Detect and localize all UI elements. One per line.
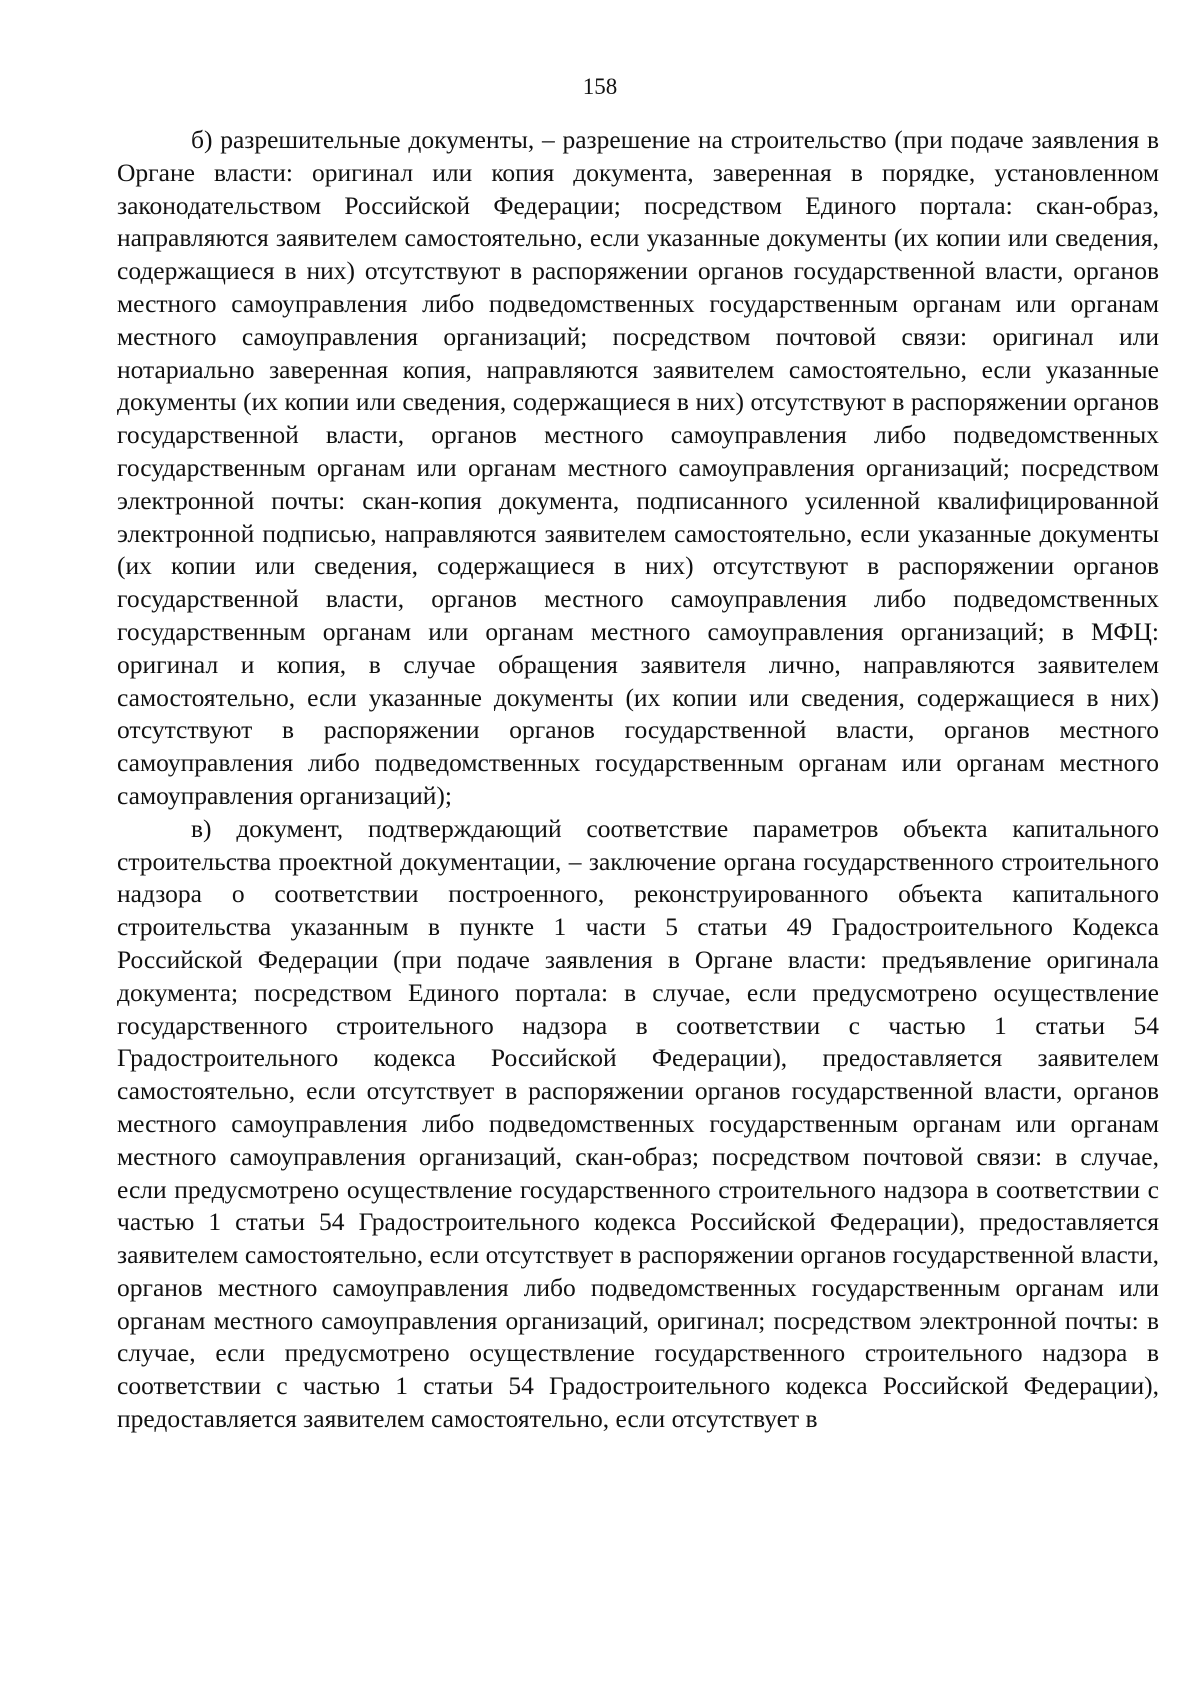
page-number: 158 (582, 74, 618, 99)
document-body (117, 124, 1159, 1436)
paragraph-permit-documents: б) разрешительные документы, – разрешение на строительство (при подаче заявления в Органе власти: оригинал или копия документа, заверенная в порядке, установленном законодательством Российской Федерации; посредством Единого портала: скан-образ, направляются заявителем самостоятельно, если указанные документы (их копии или сведения, содержащиеся в них) отсутствуют в распоряжении органов государственной власти, органов местного самоуправления либо подведомственных государственным органам или органам местного самоуправления организаций; посредством почтовой связи: оригинал или нотариально заверенная копия, направляются заявителем самостоятельно, если указанные документы (их копии или сведения, содержащиеся в них) отсутствуют в распоряжении органов государственной власти, органов местного самоуправления либо подведомственных государственным органам или органам местного самоуправления организаций; посредством электронной почты: скан-копия документа, подписанного усиленной квалифицированной электронной подписью, направляются заявителем самостоятельно, если указанные документы (их копии или сведения, содержащиеся в них) отсутствуют в распоряжении органов государственной власти, органов местного самоуправления либо подведомственных государственным органам или органам местного самоуправления организаций; в МФЦ: оригинал и копия, в случае обращения заявителя лично, направляются заявителем самостоятельно, если указанные документы (их копии или сведения, содержащиеся в них) отсутствуют в распоряжении органов государственной власти, органов местного самоуправления либо подведомственных государственным органам или органам местного самоуправления организаций); (117, 125, 1159, 810)
paragraph-compliance-document: в) документ, подтверждающий соответствие параметров объекта капитального строительства проектной документации, – заключение органа государственного строительного надзора о соответствии построенного, реконструированного объекта капитального строительства указанным в пункте 1 части 5 статьи 49 Градостроительного Кодекса Российской Федерации (при подаче заявления в Органе власти: предъявление оригинала документа; посредством Единого портала: в случае, если предусмотрено осуществление государственного строительного надзора в соответствии с частью 1 статьи 54 Градостроительного кодекса Российской Федерации), предоставляется заявителем самостоятельно, если отсутствует в распоряжении органов государственной власти, органов местного самоуправления либо подведомственных государственным органам или органам местного самоуправления организаций, скан-образ; посредством почтовой связи: в случае, если предусмотрено осуществление государственного строительного надзора в соответствии с частью 1 статьи 54 Градостроительного кодекса Российской Федерации), предоставляется заявителем самостоятельно, если отсутствует в распоряжении органов государственной власти, органов местного самоуправления либо подведомственных государственным органам или органам местного самоуправления организаций, оригинал; посредством электронной почты: в случае, если предусмотрено осуществление государственного строительного надзора в соответствии с частью 1 статьи 54 Градостроительного кодекса Российской Федерации), предоставляется заявителем самостоятельно, если отсутствует в (117, 813, 1159, 1434)
